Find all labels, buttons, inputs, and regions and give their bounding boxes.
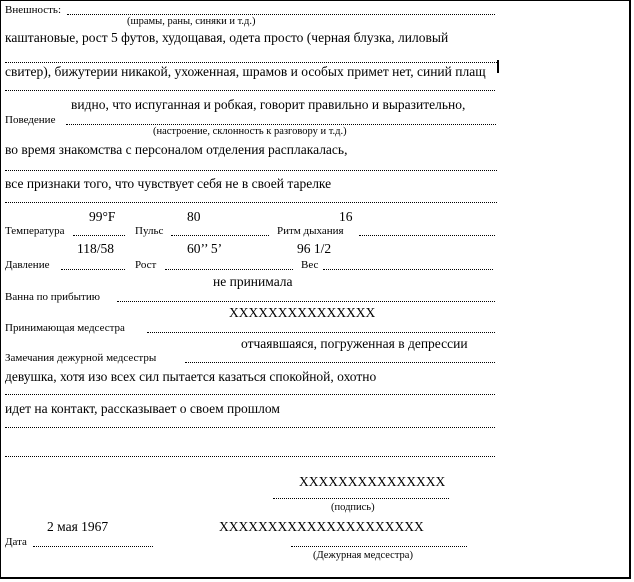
duty-notes-line-4 (5, 456, 495, 457)
pressure-line (61, 269, 125, 270)
respiration-line (359, 235, 495, 236)
behavior-label: Поведение (5, 114, 56, 126)
respiration-value: 16 (339, 209, 353, 224)
behavior-text-2: все признаки того, что чувствует себя не в своей тарелке (5, 176, 332, 191)
bath-value: не принимала (213, 274, 293, 289)
respiration-label: Ритм дыхания (277, 225, 344, 237)
duty-nurse-caption: (Дежурная медсестра) (313, 550, 413, 561)
appearance-line-2 (5, 62, 497, 63)
date-value: 2 мая 1967 (47, 519, 109, 534)
pressure-label: Давление (5, 259, 50, 271)
behavior-line-2 (5, 170, 497, 171)
pulse-label: Пульс (135, 225, 164, 237)
receiving-nurse-line (147, 332, 495, 333)
bath-line (117, 301, 495, 302)
duty-notes-text-2: идет на контакт, рассказывает о своем прошлом (5, 401, 280, 416)
appearance-line-3 (5, 90, 495, 91)
behavior-line-1 (66, 124, 496, 125)
height-line (165, 269, 293, 270)
appearance-text-3: видно, что испуганная и робкая, говорит правильно и выразительно, (71, 97, 466, 112)
duty-notes-line-1 (185, 362, 495, 363)
date-line (33, 546, 153, 547)
weight-label: Вес (301, 259, 319, 271)
weight-line (323, 269, 493, 270)
pulse-line (171, 235, 269, 236)
appearance-text-2: свитер), бижутерии никакой, ухоженная, шрамов и особых примет нет, синий плащ (5, 64, 486, 79)
appearance-label: Внешность: (5, 4, 61, 16)
temperature-line (73, 235, 125, 236)
text-cursor (497, 60, 499, 73)
appearance-line-1 (67, 14, 495, 15)
duty-notes-line-3 (5, 427, 495, 428)
signature-caption: (подпись) (331, 502, 375, 513)
height-value: 60’’ 5’ (187, 241, 223, 256)
duty-notes-text-1: девушка, хотя изо всех сил пытается казаться спокойной, охотно (5, 369, 377, 384)
receiving-nurse-label: Принимающая медсестра (5, 322, 125, 334)
duty-notes-summary: отчаявшаяся, погруженная в депрессии (241, 336, 468, 351)
behavior-hint: (настроение, склонность к разговору и т.д.) (153, 126, 347, 137)
receiving-nurse-value: XXXXXXXXXXXXXXX (229, 305, 376, 320)
behavior-line-3 (5, 202, 497, 203)
temperature-value: 99°F (89, 209, 116, 224)
duty-nurse-value: XXXXXXXXXXXXXXXXXXXXX (219, 519, 424, 534)
date-label: Дата (5, 536, 27, 548)
weight-value: 96 1/2 (297, 241, 332, 256)
height-label: Рост (135, 259, 157, 271)
appearance-text-1: каштановые, рост 5 футов, худощавая, одета просто (черная блузка, лиловый (5, 30, 449, 45)
temperature-label: Температура (5, 225, 65, 237)
appearance-hint: (шрамы, раны, синяки и т.д.) (127, 16, 256, 27)
behavior-text-1: во время знакомства с персоналом отделения расплакалась, (5, 142, 348, 157)
signature-value: XXXXXXXXXXXXXXX (299, 474, 446, 489)
duty-notes-line-2 (5, 394, 495, 395)
bath-label: Ванна по прибытию (5, 291, 100, 303)
pulse-value: 80 (187, 209, 201, 224)
pressure-value: 118/58 (77, 241, 114, 256)
duty-notes-label: Замечания дежурной медсестры (5, 352, 157, 364)
duty-nurse-line (291, 546, 467, 547)
signature-line (273, 498, 449, 499)
